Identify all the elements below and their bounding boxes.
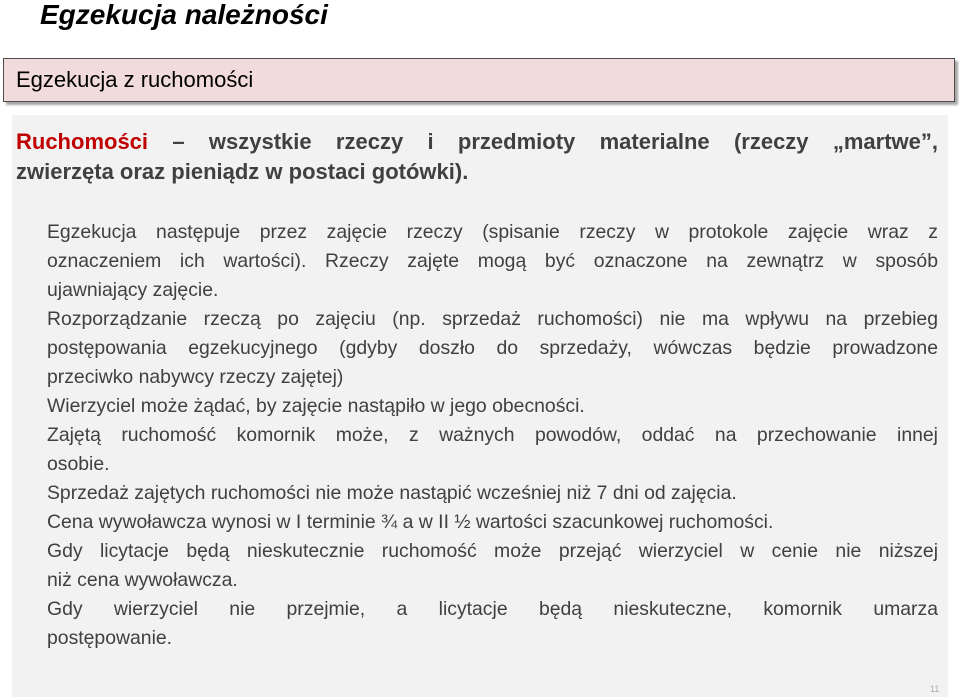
- definition-text: – wszystkie rzeczy i przedmioty materialne (rzeczy „martwe”,: [148, 129, 938, 154]
- definition-line-2: zwierzęta oraz pieniądz w postaci gotówki).: [16, 159, 469, 184]
- bullet-line: postępowanie.: [47, 627, 173, 649]
- page-title: Egzekucja należności: [40, 0, 328, 30]
- section-title-box: [3, 58, 955, 102]
- bullet-item: [16, 218, 938, 305]
- bullet-item: [16, 392, 938, 421]
- bullet-item: [16, 305, 938, 392]
- bullet-item: [16, 537, 938, 595]
- bullet-line: Egzekucja następuje przez zajęcie rzeczy (spisanie rzeczy w protokole zajęcie wraz z: [47, 221, 938, 243]
- bullet-line: Gdy wierzyciel nie przejmie, a licytacje będą nieskuteczne, komornik umarza: [47, 598, 938, 620]
- bullet-line: przeciwko nabywcy rzeczy zajętej): [47, 366, 344, 388]
- bullet-line: niż cena wywoławcza.: [47, 569, 238, 591]
- bullet-line: Cena wywoławcza wynosi w I terminie ¾ a w II ½ wartości szacunkowej ruchomości.: [47, 511, 774, 533]
- bullet-line: Wierzyciel może żądać, by zajęcie nastąpiło w jego obecności.: [47, 395, 585, 417]
- bullet-line: Gdy licytacje będą nieskutecznie ruchomość może przejąć wierzyciel w cenie nie niższej: [47, 540, 938, 562]
- bullet-line: oznaczeniem ich wartości). Rzeczy zajęte mogą być oznaczone na zewnątrz w sposób: [47, 250, 938, 272]
- bullet-item: [16, 479, 938, 508]
- slide-number: 11: [930, 684, 940, 694]
- bullet-line: Zajętą ruchomość komornik może, z ważnych powodów, oddać na przechowanie innej: [47, 424, 938, 446]
- bullet-list: [16, 218, 938, 653]
- definition: [16, 127, 938, 187]
- bullet-item: [16, 508, 938, 537]
- bullet-line: postępowania egzekucyjnego (gdyby doszło do sprzedaży, wówczas będzie prowadzone: [47, 337, 938, 359]
- bullet-line: Sprzedaż zajętych ruchomości nie może nastąpić wcześniej niż 7 dni od zajęcia.: [47, 482, 737, 504]
- bullet-line: Rozporządzanie rzeczą po zajęciu (np. sprzedaż ruchomości) nie ma wpływu na przebieg: [47, 308, 938, 330]
- bullet-line: ujawniający zajęcie.: [47, 279, 219, 301]
- bullet-line: osobie.: [47, 453, 110, 475]
- bullet-item: [16, 421, 938, 479]
- section-title: Egzekucja z ruchomości: [16, 67, 254, 92]
- bullet-item: [16, 595, 938, 653]
- definition-term: Ruchomości: [16, 129, 149, 154]
- definition-line-1: [16, 127, 938, 157]
